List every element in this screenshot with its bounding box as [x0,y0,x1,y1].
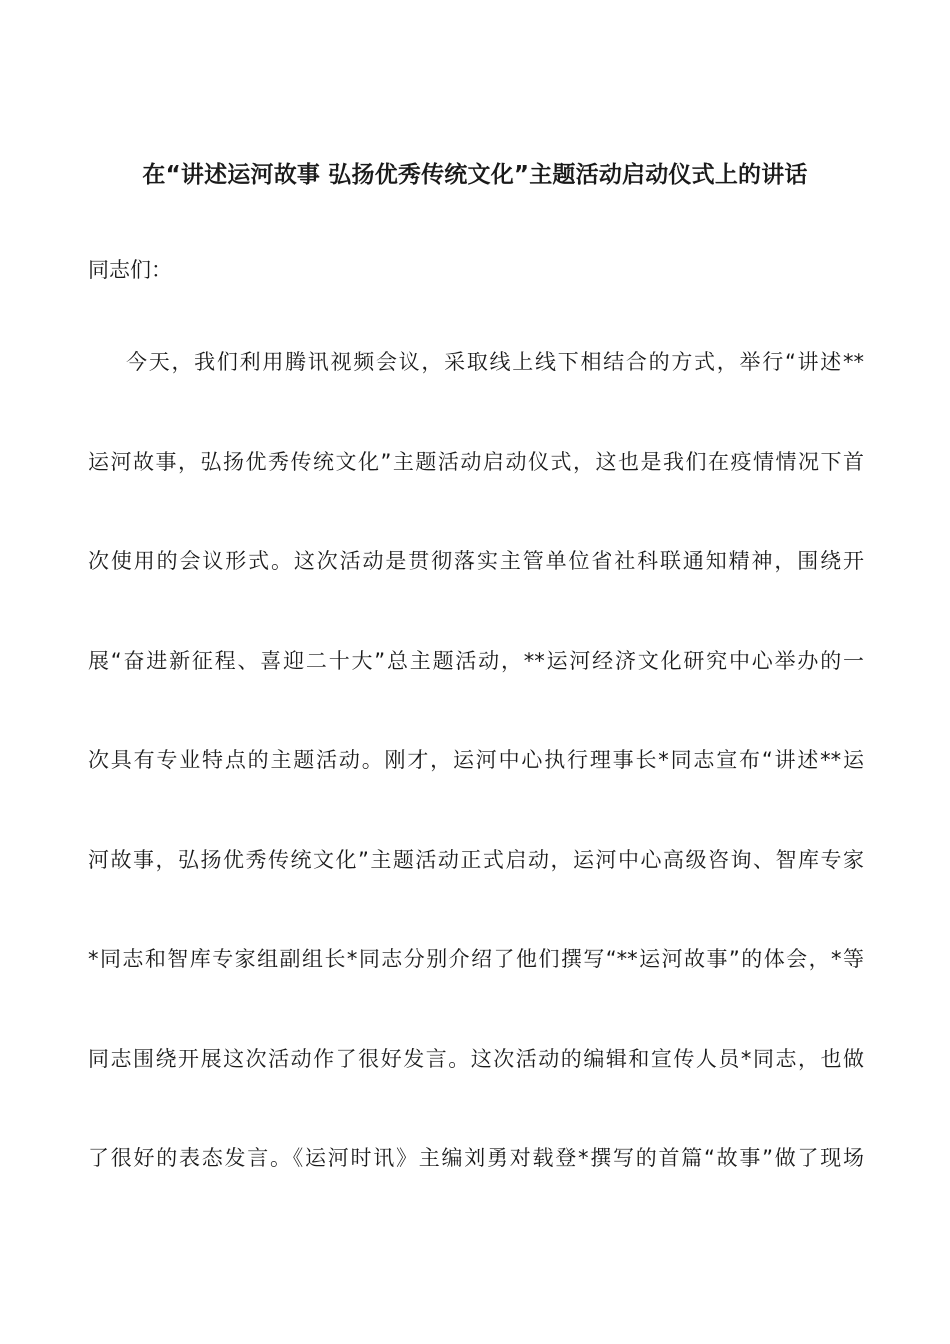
paragraph-line: *同志和智库专家组副组长*同志分别介绍了他们撰写“**运河故事”的体会，*等 [88,947,864,971]
salutation: 同志们： [88,258,172,282]
paragraph-line: 今天，我们利用腾讯视频会议，采取线上线下相结合的方式，举行“讲述** [126,350,864,374]
paragraph-line: 运河故事，弘扬优秀传统文化”主题活动启动仪式，这也是我们在疫情情况下首 [88,450,864,474]
document-title: 在“讲述运河故事 弘扬优秀传统文化”主题活动启动仪式上的讲话 [142,162,808,188]
paragraph-line: 了很好的表态发言。《运河时讯》主编刘勇对载登*撰写的首篇“故事”做了现场 [88,1146,864,1170]
paragraph-line: 次具有专业特点的主题活动。刚才，运河中心执行理事长*同志宣布“讲述**运 [88,748,864,772]
paragraph-line: 次使用的会议形式。这次活动是贯彻落实主管单位省社科联通知精神，围绕开 [88,549,864,573]
paragraph-line: 河故事，弘扬优秀传统文化”主题活动正式启动，运河中心高级咨询、智库专家 [88,848,864,872]
paragraph-line: 同志围绕开展这次活动作了很好发言。这次活动的编辑和宣传人员*同志，也做 [88,1047,864,1071]
paragraph-line: 展“奋进新征程、喜迎二十大”总主题活动，**运河经济文化研究中心举办的一 [88,649,864,673]
